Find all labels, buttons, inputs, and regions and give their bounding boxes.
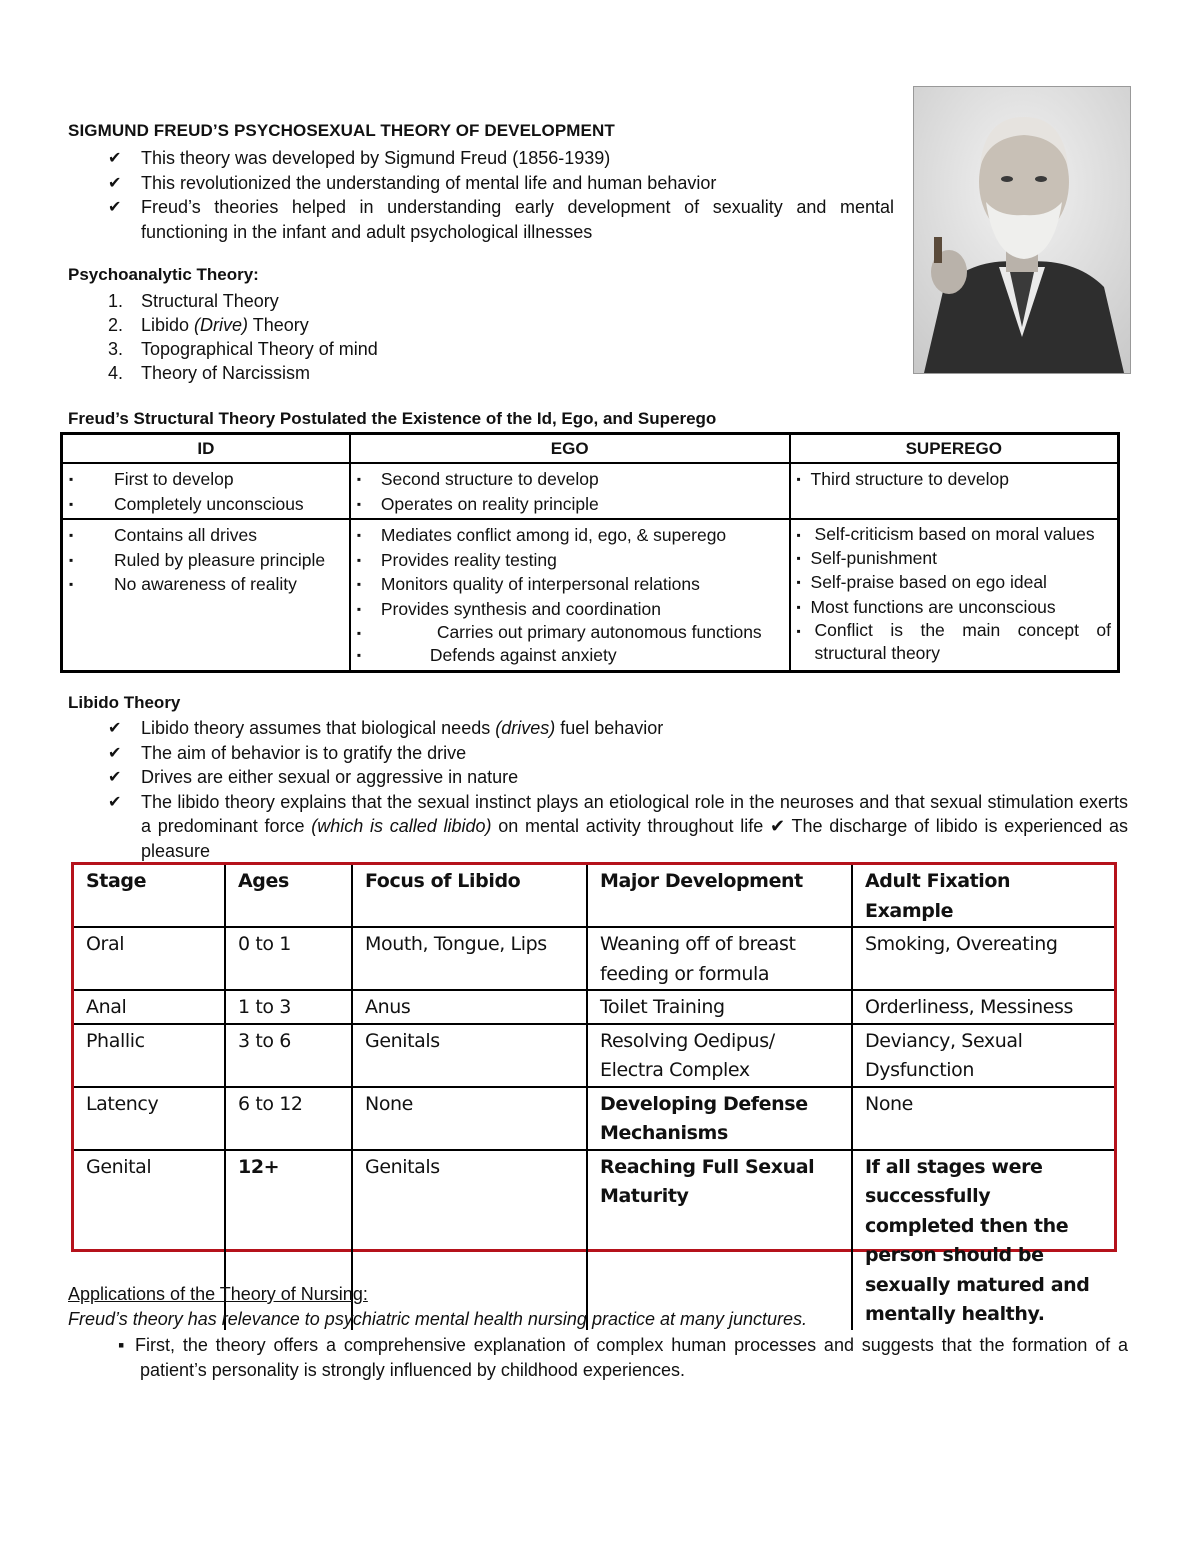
bullet-icon: ▪: [796, 550, 801, 565]
table-row: [74, 990, 1114, 1024]
list-item: ✔ The libido theory explains that the sexual instinct plays an etiological role in the neuroses and that sexual stimulation exerts a predominant force (which is called libido) on mental activity throughout life ✔ The discharge of libido is experienced as pleasure: [108, 791, 1129, 861]
bullet-icon: ▪: [118, 1335, 128, 1355]
stage-cell: Anal: [74, 990, 225, 1024]
focus-cell: Anus: [352, 990, 587, 1024]
development-cell: Weaning off of breast feeding or formula: [587, 927, 852, 990]
focus-cell: Mouth, Tongue, Lips: [352, 927, 587, 990]
bullet-icon: ▪: [356, 552, 362, 567]
check-icon: ✔: [108, 742, 122, 762]
fixation-cell: None: [852, 1087, 1114, 1150]
table-row: [74, 927, 1114, 990]
list-item: ▪ Completely unconscious: [69, 492, 343, 517]
bullet-icon: ▪: [796, 528, 801, 542]
stage-cell: Phallic: [74, 1024, 225, 1087]
bullet-icon: ▪: [356, 496, 362, 511]
list-item: ▪ Most functions are unconscious: [797, 595, 1111, 620]
structural-table: [60, 432, 1120, 673]
list-item: 2. Libido (Drive) Theory: [108, 315, 309, 335]
bullet-icon: ▪: [69, 496, 74, 511]
header-development: Major Development: [587, 865, 852, 927]
list-item: ▪ No awareness of reality: [69, 572, 343, 597]
header-focus: Focus of Libido: [352, 865, 587, 927]
development-cell: Reaching Full Sexual Maturity: [587, 1150, 852, 1330]
list-item: 1. Structural Theory: [108, 291, 279, 311]
development-cell: Resolving Oedipus/ Electra Complex: [587, 1024, 852, 1087]
header-superego: SUPEREGO: [790, 434, 1119, 464]
ages-cell: 0 to 1: [225, 927, 352, 990]
list-item: ✔ Libido theory assumes that biological needs (drives) fuel behavior: [108, 716, 1128, 741]
applications-intro: Freud’s theory has relevance to psychiatric mental health nursing practice at many junctures.: [68, 1309, 808, 1329]
fixation-cell: Smoking, Overeating: [852, 927, 1114, 990]
applications-list: [103, 1333, 1128, 1382]
fixation-cell: Orderliness, Messiness: [852, 990, 1114, 1024]
table-row: [74, 1087, 1114, 1150]
list-item: ▪ Ruled by pleasure principle: [69, 548, 343, 573]
bullet-icon: ▪: [796, 575, 801, 589]
list-item: ✔ This theory was developed by Sigmund Freud (1856-1939): [108, 146, 894, 171]
list-item: ▪ Defends against anxiety: [357, 643, 783, 668]
id-cell: [62, 463, 350, 519]
list-item: ▪ Third structure to develop: [797, 467, 1111, 492]
sigmund-freud-portrait: [913, 86, 1131, 374]
table-header-row: [74, 865, 1114, 927]
bullet-icon: ▪: [69, 552, 74, 567]
bullet-icon: ▪: [796, 599, 801, 614]
focus-cell: None: [352, 1087, 587, 1150]
stage-cell: Latency: [74, 1087, 225, 1150]
list-item: ✔ The aim of behavior is to gratify the drive: [108, 741, 1128, 766]
page-title: SIGMUND FREUD’S PSYCHOSEXUAL THEORY OF DEVELOPMENT: [68, 121, 615, 140]
bullet-icon: ▪: [69, 472, 74, 486]
check-icon: ✔: [108, 172, 122, 192]
header-id: ID: [62, 434, 350, 464]
intro-checklist: [108, 146, 894, 244]
fixation-cell: If all stages were successfully completed then the person should be sexually matured and mentally healthy.: [852, 1150, 1114, 1330]
list-item: ▪ Self-criticism based on moral values: [797, 523, 1111, 546]
list-item: 3. Topographical Theory of mind: [108, 339, 378, 359]
ego-cell: [350, 519, 790, 671]
header-ego: EGO: [350, 434, 790, 464]
stages-table: [74, 865, 1114, 1330]
libido-heading: Libido Theory: [68, 693, 181, 712]
bullet-icon: ▪: [69, 577, 74, 591]
bullet-icon: ▪: [69, 528, 74, 542]
ages-cell: 6 to 12: [225, 1087, 352, 1150]
portrait-photo-icon: [914, 87, 1130, 373]
list-item: ▪ Contains all drives: [69, 523, 343, 548]
list-item: ✔ Drives are either sexual or aggressive in nature: [108, 765, 1128, 790]
list-item: ▪ Self-praise based on ego ideal: [797, 570, 1111, 595]
bullet-icon: ▪: [356, 528, 362, 542]
bullet-icon: ▪: [796, 472, 801, 486]
list-item: 4. Theory of Narcissism: [108, 363, 311, 383]
superego-cell: [790, 519, 1119, 671]
list-item: ▪ First to develop: [69, 467, 343, 492]
list-item: ▪ Mediates conflict among id, ego, & superego: [357, 523, 783, 548]
stage-cell: Genital: [74, 1150, 225, 1330]
psychoanalytic-list: [108, 289, 378, 385]
applications-heading: Applications of the Theory of Nursing:: [68, 1284, 368, 1304]
list-item: ▪ Self-punishment: [797, 546, 1111, 571]
check-icon: ✔: [108, 767, 122, 786]
libido-checklist: [108, 716, 1128, 863]
check-icon: ✔: [108, 718, 122, 737]
list-item: ▪ First, the theory offers a comprehensive explanation of complex human processes and suggests that the formation of a patient’s personality is strongly influenced by childhood experiences.: [118, 1335, 1128, 1380]
stage-cell: Oral: [74, 927, 225, 990]
header-ages: Ages: [225, 865, 352, 927]
focus-cell: Genitals: [352, 1150, 587, 1330]
table-row: [62, 463, 1119, 519]
list-item: ▪ Operates on reality principle: [357, 492, 783, 517]
superego-cell: [790, 463, 1119, 519]
fixation-cell: Deviancy, Sexual Dysfunction: [852, 1024, 1114, 1087]
psychoanalytic-heading: Psychoanalytic Theory:: [68, 265, 259, 284]
list-item: ▪ Carries out primary autonomous functions: [357, 621, 783, 643]
header-stage: Stage: [74, 865, 225, 927]
bullet-icon: ▪: [356, 626, 362, 640]
development-cell: Toilet Training: [587, 990, 852, 1024]
structural-heading: Freud’s Structural Theory Postulated the Existence of the Id, Ego, and Superego: [68, 409, 717, 428]
bullet-icon: ▪: [356, 472, 362, 486]
list-item: ▪ Provides synthesis and coordination: [357, 597, 783, 622]
ego-cell: [350, 463, 790, 519]
check-icon: ✔: [108, 791, 122, 811]
check-icon: ✔: [108, 148, 122, 167]
ages-cell: 3 to 6: [225, 1024, 352, 1087]
list-item: ✔ Freud’s theories helped in understanding early development of sexuality and mental functioning in the infant and adult psychological illnesses: [108, 197, 894, 242]
list-item: ▪ Conflict is the main concept of structural theory: [796, 620, 1111, 663]
development-cell: Developing Defense Mechanisms: [587, 1087, 852, 1150]
bullet-icon: ▪: [796, 624, 801, 638]
list-item: ✔ This revolutionized the understanding of mental life and human behavior: [108, 171, 894, 196]
bullet-icon: ▪: [356, 577, 362, 591]
ages-cell: 12+: [225, 1150, 352, 1330]
ages-cell: 1 to 3: [225, 990, 352, 1024]
focus-cell: Genitals: [352, 1024, 587, 1087]
check-icon: ✔: [108, 197, 122, 216]
bullet-icon: ▪: [356, 648, 362, 662]
bullet-icon: ▪: [356, 601, 362, 616]
list-item: ▪ Monitors quality of interpersonal relations: [357, 572, 783, 597]
header-fixation: Adult Fixation Example: [852, 865, 1114, 927]
list-item: ▪ Provides reality testing: [357, 548, 783, 573]
table-header-row: [62, 434, 1119, 464]
id-cell: [62, 519, 350, 671]
list-item: ▪ Second structure to develop: [357, 467, 783, 492]
table-row: [74, 1024, 1114, 1087]
table-row: [62, 519, 1119, 671]
